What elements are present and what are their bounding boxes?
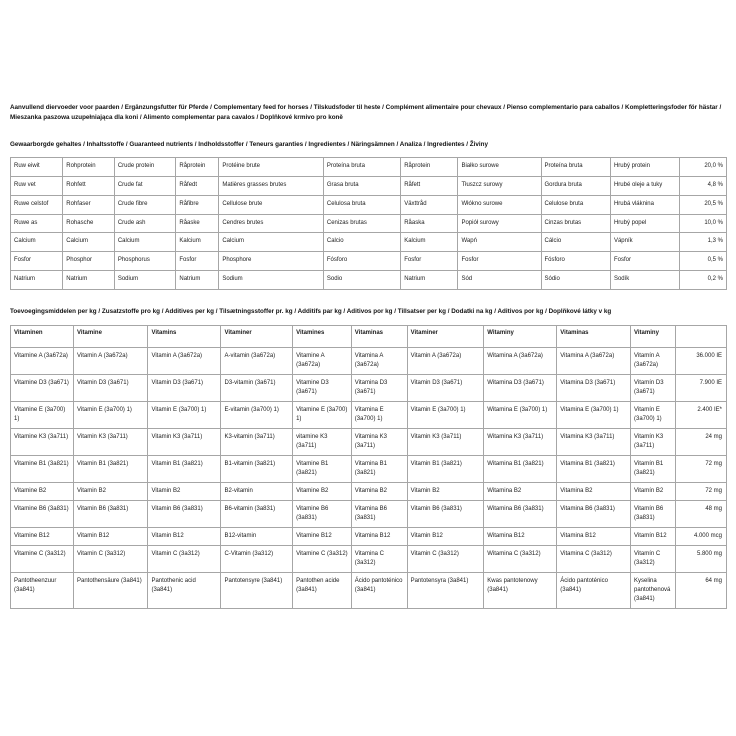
table-cell: Cenizas brutas [323, 214, 400, 233]
table-cell: Vitamin B6 (3a831) [74, 500, 148, 527]
column-header: Vitamins [148, 325, 221, 347]
table-cell: 72 mg [676, 455, 727, 482]
table-cell: Calcium [219, 233, 324, 252]
table-cell: Vitamin K3 (3a711) [74, 428, 148, 455]
table-cell: 4.000 mcg [676, 527, 727, 545]
table-cell: Sód [458, 271, 541, 290]
table-cell: Vitamín K3 (3a711) [631, 428, 676, 455]
table-cell: Witamina K3 (3a711) [484, 428, 557, 455]
table-cell: Witamina B1 (3a821) [484, 455, 557, 482]
table-cell: Vitamin B12 [407, 527, 484, 545]
table-cell: Crude protein [114, 158, 176, 177]
table-cell: Ruw eiwit [11, 158, 63, 177]
table-cell: Pantotensyra (3a841) [407, 572, 484, 608]
table-cell: Vitamina B6 (3a831) [351, 500, 407, 527]
column-header: Vitaminer [221, 325, 293, 347]
table-cell: Vitamin K3 (3a711) [148, 428, 221, 455]
table-cell: Hrubý popel [610, 214, 679, 233]
table-row [11, 572, 727, 608]
table-cell: Gordura bruta [541, 177, 610, 196]
table-cell: Ácido pantoténico (3a841) [351, 572, 407, 608]
table-cell: Crude fibre [114, 195, 176, 214]
table-row [11, 500, 727, 527]
table-cell: Calcio [323, 233, 400, 252]
table-cell: Cálcio [541, 233, 610, 252]
table-cell: Kalcium [401, 233, 458, 252]
table-cell: Sodio [323, 271, 400, 290]
table-cell: Fosfor [401, 252, 458, 271]
table-cell: Vitamin A (3a672a) [74, 347, 148, 374]
table-row [11, 233, 727, 252]
nutrients-table [10, 157, 727, 290]
table-cell: Vitamin C (3a312) [407, 545, 484, 572]
table-cell: Vitamin B6 (3a831) [407, 500, 484, 527]
table-cell: Hrubé oleje a tuky [610, 177, 679, 196]
table-cell: Vitamina C (3a312) [557, 545, 631, 572]
table-cell: Vitamine B1 (3a821) [293, 455, 352, 482]
table-cell: Vitamine B6 (3a831) [293, 500, 352, 527]
table-cell: Vitamine A (3a672a) [293, 347, 352, 374]
table-cell: 5.800 mg [676, 545, 727, 572]
table-cell: Fosfor [458, 252, 541, 271]
column-header: Vitaminen [11, 325, 74, 347]
table-cell: Vitamine C (3a312) [293, 545, 352, 572]
table-cell: E-vitamin (3a700) 1) [221, 401, 293, 428]
table-cell: Vitamine D3 (3a671) [11, 374, 74, 401]
table-cell: Råaska [401, 214, 458, 233]
table-cell: Vitamina K3 (3a711) [351, 428, 407, 455]
table-cell: 20,5 % [680, 195, 727, 214]
intro-text: Aanvullend diervoeder voor paarden / Ergänzungsfutter für Pferde / Complementary feed for horses / Tilskudsfoder til heste / Complément alimentaire pour chevaux / Pienso complementario para caballos / Kompletteringsfoder för hästar / Mieszanka paszowa uzupełniająca dla koni / Alimento complementar para cavalos / Doplňkové krmivo pro koně [10, 104, 722, 121]
table-cell: Vitamina B1 (3a821) [557, 455, 631, 482]
table-row [11, 252, 727, 271]
table-cell: Vitamín A (3a672a) [631, 347, 676, 374]
table-cell: Crude ash [114, 214, 176, 233]
table-cell: Witamina D3 (3a671) [484, 374, 557, 401]
table-cell: Råfett [401, 177, 458, 196]
table-cell: Vitamine D3 (3a671) [293, 374, 352, 401]
table-cell: 24 mg [676, 428, 727, 455]
table-cell: Białko surowe [458, 158, 541, 177]
table-cell: 1,3 % [680, 233, 727, 252]
table-cell: Witamina A (3a672a) [484, 347, 557, 374]
table-cell: Grasa bruta [323, 177, 400, 196]
table-cell: Råprotein [176, 158, 219, 177]
table-row [11, 214, 727, 233]
table-cell: 20,0 % [680, 158, 727, 177]
table-cell: Vitamine A (3a672a) [11, 347, 74, 374]
table-cell: Vitamina E (3a700) 1) [351, 401, 407, 428]
table-cell: Vitamin D3 (3a671) [74, 374, 148, 401]
table-cell: Vitamin D3 (3a671) [148, 374, 221, 401]
table-cell: Wapń [458, 233, 541, 252]
table-cell: Witamina C (3a312) [484, 545, 557, 572]
table-cell: B2-vitamin [221, 482, 293, 500]
table-row [11, 428, 727, 455]
table-cell: Phosphor [63, 252, 115, 271]
table-cell: Pantothenic acid (3a841) [148, 572, 221, 608]
table-cell: Fósforo [323, 252, 400, 271]
table-cell: Vitamin B2 [407, 482, 484, 500]
table-cell: Tłuszcz surowy [458, 177, 541, 196]
table-cell: Vitamina A (3a672a) [351, 347, 407, 374]
table-cell: 7.900 IE [676, 374, 727, 401]
table-cell: Vitamin E (3a700) 1) [407, 401, 484, 428]
table-row [11, 195, 727, 214]
table-cell: Pantothensäure (3a841) [74, 572, 148, 608]
table-cell: 36.000 IE [676, 347, 727, 374]
table-cell: Råprotein [401, 158, 458, 177]
table-cell: Vitamine C (3a312) [11, 545, 74, 572]
table-cell: Witamina E (3a700) 1) [484, 401, 557, 428]
table-cell: Phosphorus [114, 252, 176, 271]
column-header: Vitaminas [351, 325, 407, 347]
table-cell: Sodium [114, 271, 176, 290]
table-row [11, 545, 727, 572]
table-cell: Vitamín B6 (3a831) [631, 500, 676, 527]
table-cell: Råaske [176, 214, 219, 233]
table-cell: 4,8 % [680, 177, 727, 196]
table-cell: 64 mg [676, 572, 727, 608]
table-cell: Rohasche [63, 214, 115, 233]
table-cell: vitamine K3 (3a711) [293, 428, 352, 455]
table-cell: Kalcium [176, 233, 219, 252]
table-cell: Vitamin B2 [148, 482, 221, 500]
table-cell: 72 mg [676, 482, 727, 500]
table-cell: Vitamine B6 (3a831) [11, 500, 74, 527]
table-cell: Pantotensyre (3a841) [221, 572, 293, 608]
table-row [11, 158, 727, 177]
table-cell: Kyselina pantothenová (3a841) [631, 572, 676, 608]
table-cell: Vitamin B12 [148, 527, 221, 545]
table-cell: Włókno surowe [458, 195, 541, 214]
table-row [11, 271, 727, 290]
table-cell: Vitamin E (3a700) 1) [148, 401, 221, 428]
table-cell: Vitamín B12 [631, 527, 676, 545]
table-cell: Vitamín B1 (3a821) [631, 455, 676, 482]
table-row [11, 527, 727, 545]
table-cell: Protéine brute [219, 158, 324, 177]
table-cell: Råfedt [176, 177, 219, 196]
vitamins-table [10, 325, 727, 609]
table-cell: D3-vitamin (3a671) [221, 374, 293, 401]
table-cell: Pantotheenzuur (3a841) [11, 572, 74, 608]
table-row [11, 347, 727, 374]
table-cell: Pantothen acide (3a841) [293, 572, 352, 608]
table-cell: Vitamine K3 (3a711) [11, 428, 74, 455]
table-cell: Vitamine E (3a700) 1) [11, 401, 74, 428]
table-cell: Rohprotein [63, 158, 115, 177]
table-cell: Vitamina D3 (3a671) [557, 374, 631, 401]
table-cell: Vitamin C (3a312) [148, 545, 221, 572]
table-cell: Cellulose brute [219, 195, 324, 214]
table-cell: Vitamine B12 [293, 527, 352, 545]
table-cell: Vitamine E (3a700) 1) [293, 401, 352, 428]
table-cell: Natrium [401, 271, 458, 290]
table-cell: Witamina B6 (3a831) [484, 500, 557, 527]
table-cell: Ruwe as [11, 214, 63, 233]
table-cell: Växttråd [401, 195, 458, 214]
table-cell: Natrium [176, 271, 219, 290]
table-cell: Proteína bruta [323, 158, 400, 177]
table-cell: Sódio [541, 271, 610, 290]
table-cell: Vitamin D3 (3a671) [407, 374, 484, 401]
column-header: Vitaminer [407, 325, 484, 347]
table-cell: A-vitamin (3a672a) [221, 347, 293, 374]
table-cell: Ácido pantoténico (3a841) [557, 572, 631, 608]
table-cell: Calcium [63, 233, 115, 252]
table-cell: Celulosa bruta [323, 195, 400, 214]
table-cell: Vitamina E (3a700) 1) [557, 401, 631, 428]
column-header: Vitaminas [557, 325, 631, 347]
table-cell: Vitamín D3 (3a671) [631, 374, 676, 401]
header-row [11, 325, 727, 347]
table-cell: Proteína bruta [541, 158, 610, 177]
table-cell: Vitamina B12 [351, 527, 407, 545]
table-cell: Sodík [610, 271, 679, 290]
table-cell: Ruw vet [11, 177, 63, 196]
table-cell: Natrium [63, 271, 115, 290]
table-row [11, 401, 727, 428]
table-cell: Vitamin C (3a312) [74, 545, 148, 572]
table-cell: Kwas pantotenowy (3a841) [484, 572, 557, 608]
table-cell: Vápník [610, 233, 679, 252]
table-cell: Råfibre [176, 195, 219, 214]
table-cell: Vitamina B6 (3a831) [557, 500, 631, 527]
table-cell: Natrium [11, 271, 63, 290]
table-cell: Calcium [114, 233, 176, 252]
table-row [11, 455, 727, 482]
table-cell: Vitamin B12 [74, 527, 148, 545]
table-cell: B12-vitamin [221, 527, 293, 545]
table-cell: Vitamine B2 [293, 482, 352, 500]
table-cell: Matières grasses brutes [219, 177, 324, 196]
guaranteed-nutrients-heading: Gewaarborgde gehaltes / Inhaltsstoffe / Guaranteed nutrients / Indholdsstoffer / Teneurs garanties / Ingredientes / Näringsämnen / Analiza / Ingredientes / Živiny [10, 140, 488, 148]
table-cell: Cinzas brutas [541, 214, 610, 233]
table-cell: 48 mg [676, 500, 727, 527]
table-row [11, 482, 727, 500]
table-cell: Vitamina B1 (3a821) [351, 455, 407, 482]
table-cell: Vitamina K3 (3a711) [557, 428, 631, 455]
table-cell: Phosphore [219, 252, 324, 271]
table-cell: Popiół surowy [458, 214, 541, 233]
table-cell: Vitamin A (3a672a) [407, 347, 484, 374]
table-cell: B6-vitamin (3a831) [221, 500, 293, 527]
table-cell: Fosfor [176, 252, 219, 271]
table-cell: Witamina B12 [484, 527, 557, 545]
table-cell: Rohfaser [63, 195, 115, 214]
table-cell: Sodium [219, 271, 324, 290]
table-cell: K3-vitamin (3a711) [221, 428, 293, 455]
table-cell: Calcium [11, 233, 63, 252]
table-cell: Vitamina B2 [557, 482, 631, 500]
column-header [676, 325, 727, 347]
table-cell: Vitamin A (3a672a) [148, 347, 221, 374]
table-cell: Vitamín E (3a700) 1) [631, 401, 676, 428]
table-row [11, 177, 727, 196]
table-cell: 2.400 IE* [676, 401, 727, 428]
table-cell: Hrubá vláknina [610, 195, 679, 214]
table-cell: Vitamine B2 [11, 482, 74, 500]
table-cell: Vitamin K3 (3a711) [407, 428, 484, 455]
table-cell: Vitamina A (3a672a) [557, 347, 631, 374]
table-cell: Vitamin B6 (3a831) [148, 500, 221, 527]
table-cell: 0,5 % [680, 252, 727, 271]
column-header: Vitamines [293, 325, 352, 347]
table-cell: Fósforo [541, 252, 610, 271]
column-header: Vitamine [74, 325, 148, 347]
table-cell: Vitamin E (3a700) 1) [74, 401, 148, 428]
table-cell: Rohfett [63, 177, 115, 196]
column-header: Vitaminy [631, 325, 676, 347]
table-cell: Celulose bruta [541, 195, 610, 214]
table-cell: Fosfor [610, 252, 679, 271]
table-cell: Vitamín C (3a312) [631, 545, 676, 572]
table-cell: Vitamín B2 [631, 482, 676, 500]
table-cell: Vitamin B2 [74, 482, 148, 500]
table-cell: C-Vitamin (3a312) [221, 545, 293, 572]
table-cell: 0,2 % [680, 271, 727, 290]
table-cell: Hrubý protein [610, 158, 679, 177]
table-cell: Cendres brutes [219, 214, 324, 233]
table-cell: Vitamina B2 [351, 482, 407, 500]
column-header: Witaminy [484, 325, 557, 347]
table-cell: Witamina B2 [484, 482, 557, 500]
table-cell: Vitamin B1 (3a821) [148, 455, 221, 482]
table-cell: Vitamine B1 (3a821) [11, 455, 74, 482]
table-cell: Vitamina B12 [557, 527, 631, 545]
table-cell: Vitamin B1 (3a821) [74, 455, 148, 482]
table-cell: Vitamina C (3a312) [351, 545, 407, 572]
table-row [11, 374, 727, 401]
table-cell: 10,0 % [680, 214, 727, 233]
table-cell: Vitamin B1 (3a821) [407, 455, 484, 482]
table-cell: Vitamine B12 [11, 527, 74, 545]
table-cell: Vitamina D3 (3a671) [351, 374, 407, 401]
table-cell: Ruwe celstof [11, 195, 63, 214]
table-cell: Crude fat [114, 177, 176, 196]
table-cell: B1-vitamin (3a821) [221, 455, 293, 482]
table-cell: Fosfor [11, 252, 63, 271]
additives-heading: Toevoegingsmiddelen per kg / Zusatzstoffe pro kg / Additives per kg / Tilsætningsstoffer pr. kg / Additifs par kg / Aditivos por kg / Tillsatser per kg / Dodatki na kg / Aditivos por kg / Doplňkové látky v kg [10, 307, 612, 315]
